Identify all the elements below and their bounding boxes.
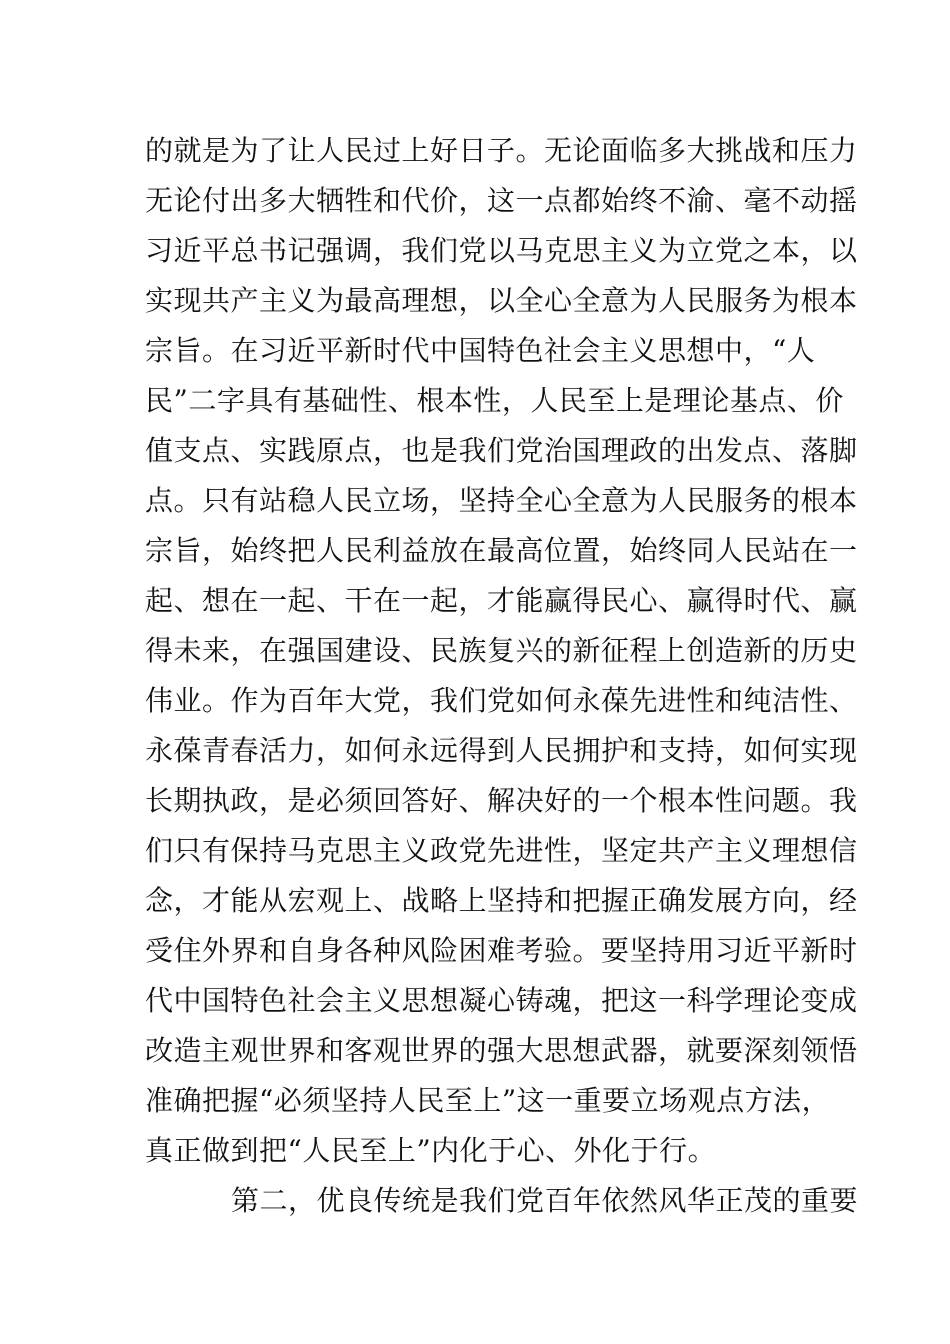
text-line: 改造主观世界和客观世界的强大思想武器，就要深刻领悟 [145, 1034, 858, 1067]
text-line: 起、想在一起、干在一起，才能赢得民心、赢得时代、赢 [145, 584, 858, 617]
text-line: 的就是为了让人民过上好日子。无论面临多大挑战和压力 [145, 134, 858, 167]
text-line: 长期执政，是必须回答好、解决好的一个根本性问题。我 [145, 784, 858, 817]
text-line: 民”二字具有基础性、根本性，人民至上是理论基点、价 [145, 384, 844, 417]
text-line: 伟业。作为百年大党，我们党如何永葆先进性和纯洁性、 [145, 684, 858, 717]
text-line: 点。只有站稳人民立场，坚持全心全意为人民服务的根本 [145, 484, 858, 517]
text-line: 值支点、实践原点，也是我们党治国理政的出发点、落脚 [145, 434, 858, 467]
text-line: 宗旨。在习近平新时代中国特色社会主义思想中，“人 [145, 334, 816, 367]
text-line: 得未来，在强国建设、民族复兴的新征程上创造新的历史 [145, 634, 858, 667]
text-line: 受住外界和自身各种风险困难考验。要坚持用习近平新时 [145, 934, 858, 967]
text-line: 念，才能从宏观上、战略上坚持和把握正确发展方向，经 [145, 884, 858, 917]
text-line: 习近平总书记强调，我们党以马克思主义为立党之本，以 [145, 234, 858, 267]
paragraph-start-line: 第二，优良传统是我们党百年依然风华正茂的重要 [231, 1184, 859, 1217]
text-line: 代中国特色社会主义思想凝心铸魂，把这一科学理论变成 [145, 984, 858, 1017]
body-text [145, 126, 859, 1226]
text-line: 宗旨，始终把人民利益放在最高位置，始终同人民站在一 [145, 534, 858, 567]
text-line: 们只有保持马克思主义政党先进性，坚定共产主义理想信 [145, 834, 858, 867]
text-line: 准确把握“必须坚持人民至上”这一重要立场观点方法， [145, 1084, 831, 1117]
text-line: 真正做到把“人民至上”内化于心、外化于行。 [145, 1134, 717, 1167]
text-line: 永葆青春活力，如何永远得到人民拥护和支持，如何实现 [145, 734, 858, 767]
text-line: 实现共产主义为最高理想，以全心全意为人民服务为根本 [145, 284, 858, 317]
text-line: 无论付出多大牺牲和代价，这一点都始终不渝、毫不动摇 [145, 184, 858, 217]
